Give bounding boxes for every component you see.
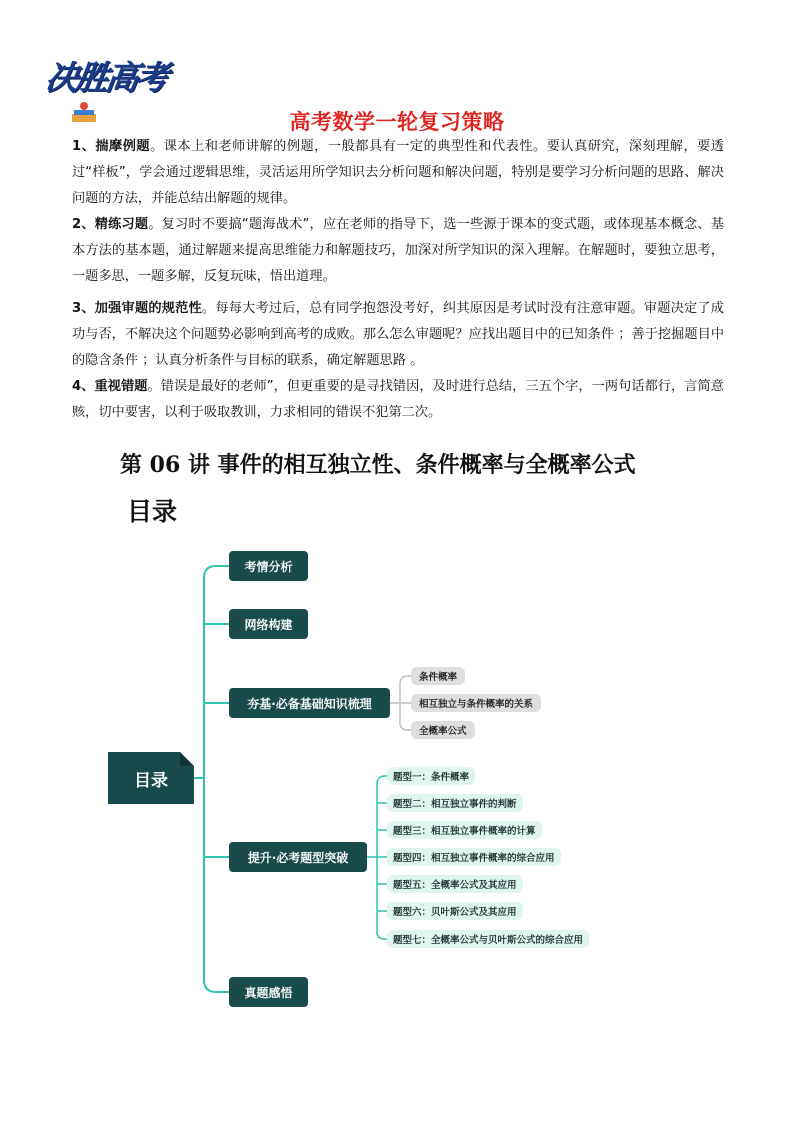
strategy-label: 1、揣摩例题 xyxy=(72,139,151,154)
knowledge-item-label: 条件概率 xyxy=(419,672,458,683)
folded-corner-icon xyxy=(180,752,194,766)
branch-question-types[interactable] xyxy=(229,842,367,872)
branch-label: 考情分析 xyxy=(244,559,293,574)
question-type-item[interactable] xyxy=(387,902,523,920)
knowledge-item[interactable] xyxy=(411,694,541,712)
question-type-label: 题型三：相互独立事件概率的计算 xyxy=(393,826,536,837)
branch-label: 提升·必考题型突破 xyxy=(247,850,349,865)
logo-text: 决胜高考 xyxy=(42,58,169,97)
branch-basic-knowledge[interactable] xyxy=(229,688,390,718)
branch-exam-analysis[interactable] xyxy=(229,551,308,581)
question-type-label: 题型一：条件概率 xyxy=(393,772,470,783)
banner-title: 高考数学一轮复习策略 xyxy=(289,110,505,134)
question-type-item[interactable] xyxy=(387,794,523,812)
strategy-label: 3、加强审题的规范性 xyxy=(72,301,202,316)
question-type-label: 题型二：相互独立事件的判断 xyxy=(393,799,517,810)
strategy-label: 2、精练习题 xyxy=(72,217,149,232)
question-type-item[interactable] xyxy=(387,930,589,948)
toc-title: 目录 xyxy=(127,497,178,526)
strategy-text: 。复习时不要搞“题海战术”，应在老师的指导下，选一些源于课本的变式题，或体现基本概念、基本方法的基本题，通过解题来提高思维能力和解题技巧，加深对所学知识的深入理解。在解题时，要独立思考，一题多思，一题多解，反复玩味，悟出道理。 xyxy=(72,217,724,284)
knowledge-item-label: 相互独立与条件概率的关系 xyxy=(419,699,534,710)
branch-label: 真题感悟 xyxy=(244,985,293,1000)
knowledge-item-label: 全概率公式 xyxy=(419,726,467,737)
question-type-item[interactable] xyxy=(387,875,523,893)
question-type-label: 题型四：相互独立事件概率的综合应用 xyxy=(393,853,555,864)
question-type-label: 题型六：贝叶斯公式及其应用 xyxy=(393,907,517,918)
question-type-item[interactable] xyxy=(387,821,542,839)
knowledge-item[interactable] xyxy=(411,667,465,685)
question-type-item[interactable] xyxy=(387,848,561,866)
branch-label: 夯基·必备基础知识梳理 xyxy=(247,696,372,711)
lecture-title: 第 06 讲 事件的相互独立性、条件概率与全概率公式 xyxy=(120,452,636,478)
strategy-label: 4、重视错题 xyxy=(72,379,148,394)
branch-real-exam[interactable] xyxy=(229,977,308,1007)
question-type-label: 题型五：全概率公式及其应用 xyxy=(393,880,517,891)
knowledge-item[interactable] xyxy=(411,721,475,739)
branch-network[interactable] xyxy=(229,609,308,639)
strategy-text: 。错误是最好的老师”，但更重要的是寻找错因，及时进行总结，三五个字，一两句话都行，言简意赅，切中要害，以利于吸取教训，力求相同的错误不犯第二次。 xyxy=(72,379,724,420)
strategy-text: 。每每大考过后，总有同学抱怨没考好，纠其原因是考试时没有注意审题。审题决定了成功与否，不解决这个问题势必影响到高考的成败。那么怎么审题呢？应找出题目中的已知条件 ；善于挖掘题目中的隐含条件 ；认真分析条件与目标的联系，确定解题思路 。 xyxy=(72,301,724,368)
toc-root-label: 目录 xyxy=(134,770,168,791)
question-type-item[interactable] xyxy=(387,767,475,785)
question-type-label: 题型七：全概率公式与贝叶斯公式的综合应用 xyxy=(393,935,584,946)
strategy-text: 。课本上和老师讲解的例题，一般都具有一定的典型性和代表性。要认真研究，深刻理解，要透过“样板”，学会通过逻辑思维，灵活运用所学知识去分析问题和解决问题，特别是要学习分析问题的思路、解决问题的方法，并能总结出解题的规律。 xyxy=(72,139,724,206)
branch-label: 网络构建 xyxy=(244,617,293,632)
